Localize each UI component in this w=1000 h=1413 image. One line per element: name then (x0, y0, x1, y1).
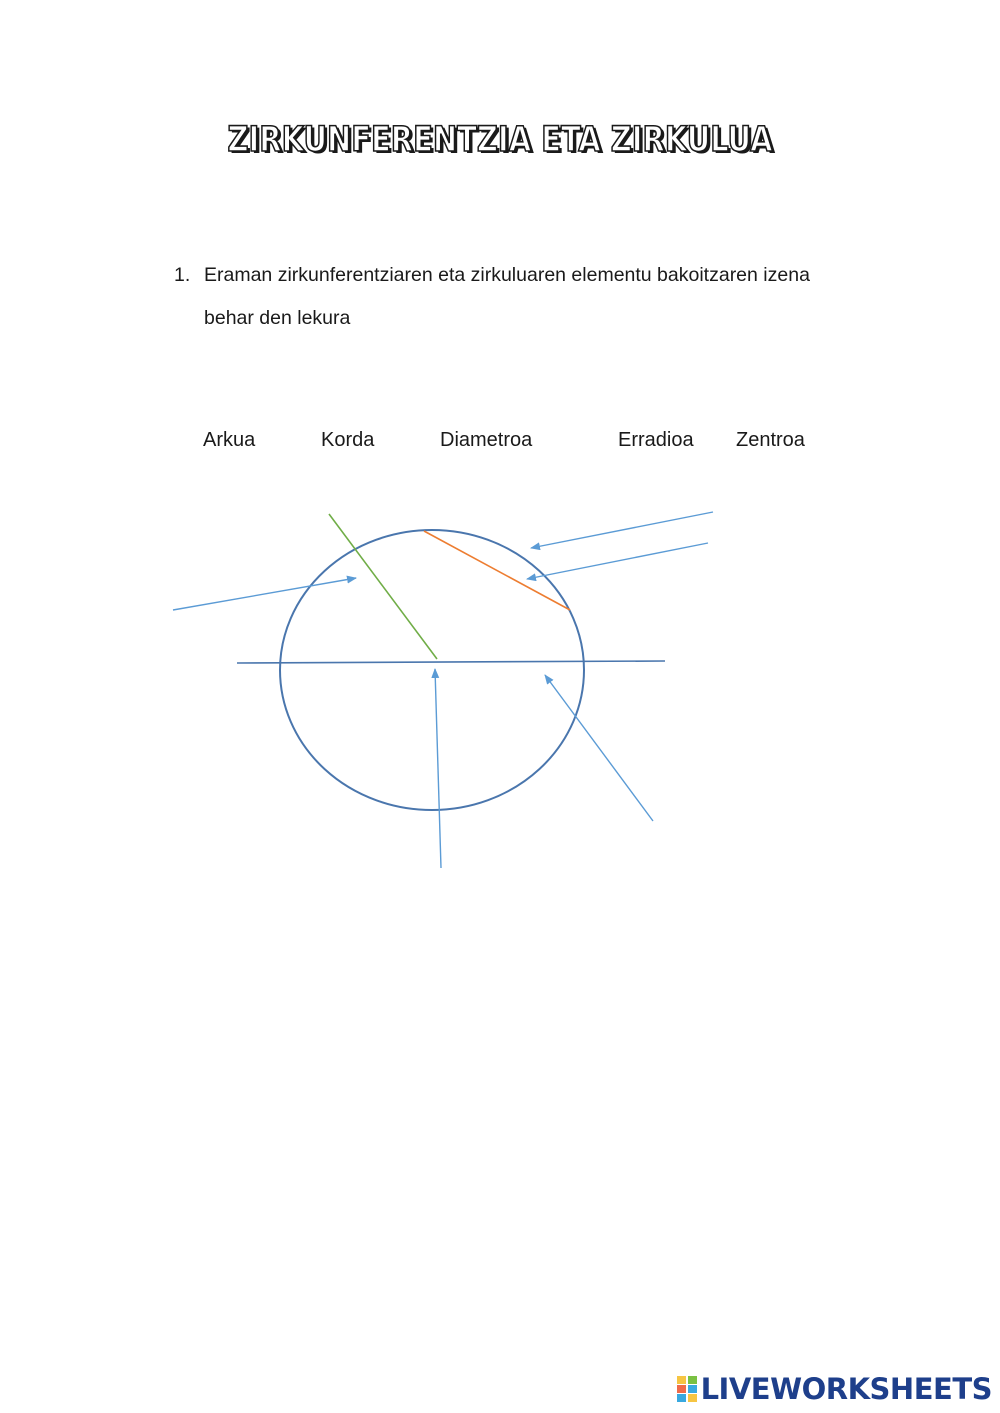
radius-line (329, 514, 437, 659)
arrow-to-arc (531, 512, 713, 548)
arrow-to-diameter (545, 675, 653, 821)
word-arkua[interactable]: Arkua (203, 429, 256, 451)
arrow-to-radius (173, 578, 356, 610)
liveworksheets-logo (676, 1369, 992, 1409)
diameter-line (237, 661, 665, 663)
word-diametroa[interactable]: Diametroa (440, 429, 533, 451)
question-number: 1. (174, 264, 191, 286)
word-erradioa[interactable]: Erradioa (618, 429, 694, 451)
circumference (280, 530, 584, 810)
word-korda[interactable]: Korda (321, 429, 375, 451)
arrow-to-chord (527, 543, 708, 579)
logo-text: LIVEWORKSHEETS (700, 1372, 992, 1406)
arrow-to-center (435, 669, 441, 868)
page-title: ZIRKUNFERENTZIA ETA ZIRKULUA (227, 120, 773, 160)
word-zentroa[interactable]: Zentroa (736, 429, 805, 451)
question-text: Eraman zirkunferentziaren eta zirkuluaren elementu bakoitzaren izena behar den lekura (204, 264, 810, 329)
liveworksheets-icon (676, 1375, 698, 1403)
